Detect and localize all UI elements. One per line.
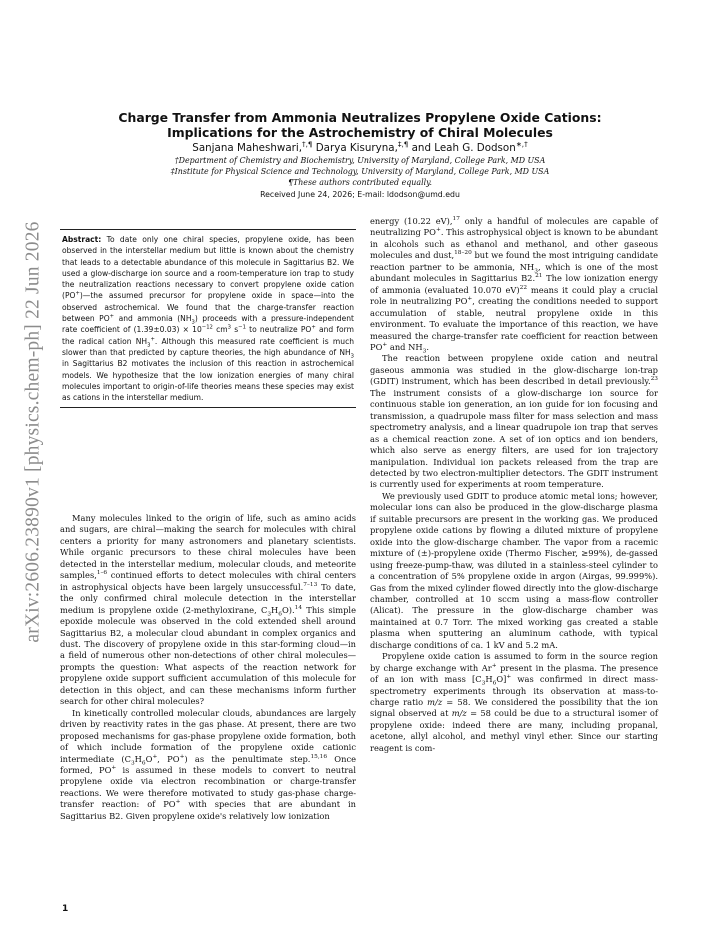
author-2: Darya Kisuryna, [312,142,398,154]
paragraph: We previously used GDIT to produce atomic metal ions; however, molecular ions can also be produced in the glow-discharge plasma if suitable precursors are present in the working gas. We produced propylene oxide cations by flowing a diluted mixture of propylene oxide into the glow-discharge chamber. The vapor from a racemic mixture of (±)-propylene oxide (Thermo Fischer, ≥99%), de-gassed using freeze-pump-thaw, was diluted in a stainless-steel cylinder to a concentration of 5% propylene oxide in argon (Airgas, 99.999%). Gas from the mixed cylinder flowed directly into the glow-discharge chamber, controlled at 10 sccm using a mass-flow controller (Alicat). The pressure in the glow-discharge chamber was maintained at 0.7 Torr. The mixed working gas created a stable plasma when sputtering an aluminum cathode, with typical discharge conditions of ca. 1 kV and 5.2 mA. [370,490,658,650]
paper-header [60,110,660,200]
arxiv-identifier-text: arXiv:2606.23890v1 [physics.chem-ph] 22 Jun 2026 [23,221,44,643]
affiliation-institute: ‡Institute for Physical Science and Technology, University of Maryland, College Park, MD USA [170,167,550,176]
right-column [370,216,658,754]
left-column [60,513,356,822]
received-date-email: Received June 24, 2026; E-mail: ldodson@umd.edu [260,190,460,199]
author-list: Sanjana Maheshwari,†,¶ Darya Kisuryna,‡,¶ and Leah G. Dodson∗,† [192,139,528,154]
paragraph: Many molecules linked to the origin of life, such as amino acids and sugars, are chiral—making the search for molecules with chiral centers a priority for many astronomers and planetary scientists. While organic precursors to these chiral molecules have been detected in the interstellar medium, molecular clouds, and meteorite samples,$^{1-6}$ continued efforts to detect molecules with chiral centers in astrophysical objects have been largely unsuccessful.$^{7-13}$ To date, the only confirmed chiral molecule detection in the interstellar medium is propylene oxide (2-methyloxirane, $C_3H_6O).^{14}$ This simple epoxide molecule was observed in the cold extended shell around Sagittarius B2, a molecular cloud abundant in complex organics and dust. The discovery of propylene oxide in this star-forming cloud—in a field of numerous other non-detections of other chiral molecules—prompts the question: What aspects of the reaction network for propylene oxide support sufficient accumulation of this molecule for detection in this object, and can these mechanisms inform further search for other chiral molecules? [60,513,356,707]
abstract-label: Abstract: [62,235,102,244]
paragraph: Propylene oxide cation is assumed to form in the source region by charge exchange with Ar+ present in the plasma. The presence of an ion with mass $[C_3H_6O]^+$ was confirmed in direct mass-spectrometry experiments through its observation at mass-to-charge ratio m/z = 58. We considered the possibility that the ion signal observed at m/z = 58 could be due to a structural isomer of propylene oxide: indeed there are many, including propanal, acetone, allyl alcohol, and methyl vinyl ether. Since our starting reagent is com- [370,651,659,753]
abstract: Abstract: To date only one chiral species, propylene oxide, has been observed in the interstellar medium but little is known about the chemistry that leads to a detectable abundance of this molecule in Sagittarius B2. We used a glow-discharge ion source and a room-temperature ion trap to study the neutralization reactions necessary to convert propylene oxide cation (PO+)—the assumed precursor for propylene oxide in space—into the observed astrochemical. We found that the charge-transfer reaction between PO+ and ammonia $(NH_3)$ proceeds with a pressure-independent rate coefficient of $(1.39\pm 0.03) \times 10^{-12}$ $cm^3$ $s^{-1}$ to neutralize PO+ and form the radical cation $NH_3^+$. Although this measured rate coefficient is much slower than that predicted by capture theories, the high abundance of $NH_3$ in Sagittarius B2 motivates the inclusion of this reaction in astrochemical models. We hypothesize that the low ionization energies of many chiral molecules important to origin-of-life theories means these species may exist as cations in the interstellar medium. [60,229,356,408]
equal-contribution-note: ¶These authors contributed equally. [287,178,433,187]
page-number: 1 [62,904,69,914]
author-3: and Leah G. Dodson [408,142,516,154]
author-1: Sanjana Maheshwari, [192,142,302,154]
affiliation-dept: †Department of Chemistry and Biochemistry, University of Maryland, College Park, MD USA [174,156,546,165]
paragraph: In kinetically controlled molecular clouds, abundances are largely driven by reactivity rates in the gas phase. At present, there are two proposed mechanisms for gas-phase propylene oxide formation, both of which include formation of the propylene oxide cationic intermediate ($C_3H_6O^+$, PO+) as the penultimate step.$^{15,16}$ Once formed, PO+ is assumed in these models to convert to neutral propylene oxide via electron recombination or charge-transfer reactions. We were therefore motivated to study gas-phase charge-transfer reaction: of PO+ with species that are abundant in Sagittarius B2. Given propylene oxide's relatively low ionization [60,707,356,821]
paper-title: Charge Transfer from Ammonia Neutralizes Propylene Oxide Cations: Implications for the Astrochemistry of Chiral Molecules [118,110,602,140]
paragraph: energy (10.22 eV),$^{17}$ only a handful of molecules are capable of neutralizing PO+. This astrophysical object is known to be abundant in alcohols such as ethanol and methanol, and other gaseous molecules and dust,$^{18-20}$ but we found the most intriguing candidate reaction partner to be ammonia, $NH_3$, which is one of the most abundant molecules in Sagittarius B2.21 The low ionization energy of ammonia (evaluated 10.070 eV)$^{22}$ means it could play a crucial role in neutralizing PO+, creating the conditions needed to support accumulation of stable, neutral propylene oxide in this environment. To evaluate the importance of this reaction, we have measured the charge-transfer rate coefficient for reaction between PO+ and $NH_3$. [370,216,659,355]
paragraph: The reaction between propylene oxide cation and neutral gaseous ammonia was studied in the glow-discharge ion-trap (GDIT) instrument, which has been described in detail previously.$^{23}$ The instrument consists of a glow-discharge ion source for continuous stable ion generation, an ion guide for ion focusing and transmission, a quadrupole mass filter for mass selection and mass spectrometry analysis, and a linear quadrupole ion trap that serves as a chemical reaction zone. A set of ion optics and ion benders, which also serve as energy filters, are used for ion trajectory manipulation. Individual ion packets released from the trap are detected by two electron-multiplier detectors. The GDIT instrument is currently used for experiments at room temperature. [370,353,658,490]
arxiv-identifier-stamp [22,212,46,652]
